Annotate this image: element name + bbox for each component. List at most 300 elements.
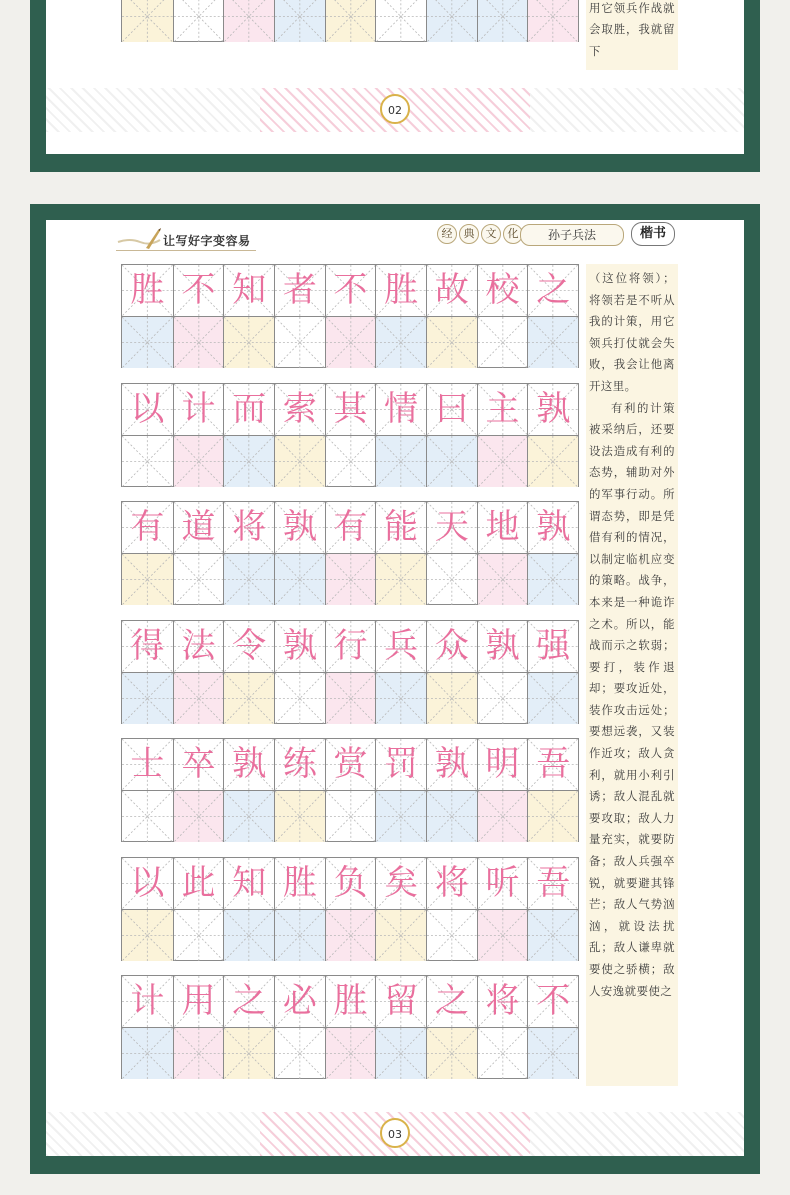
empty-practice-cell[interactable] [274, 317, 325, 368]
practice-character: 之 [232, 981, 267, 1021]
practice-row-chars [122, 621, 578, 672]
page-number-badge: 03 [380, 1118, 410, 1148]
practice-character: 罚 [384, 744, 419, 784]
practice-cell [375, 976, 426, 1027]
mi-grid-guide [528, 673, 578, 724]
practice-character: 之 [434, 981, 469, 1021]
empty-practice-cell[interactable] [325, 910, 376, 961]
empty-practice-cell[interactable] [325, 673, 376, 724]
mi-grid-guide [275, 673, 325, 724]
practice-character: 将 [434, 862, 469, 903]
empty-practice-cell[interactable] [325, 436, 376, 487]
practice-cell [426, 384, 477, 435]
mi-grid-guide [528, 1028, 578, 1079]
practice-character: 计 [130, 981, 165, 1021]
mi-grid-guide [478, 1028, 528, 1079]
empty-practice-cell[interactable] [426, 317, 477, 368]
practice-cell [122, 384, 173, 435]
empty-practice-cell[interactable] [173, 910, 224, 961]
practice-character: 明 [485, 744, 520, 784]
practice-cell [325, 621, 376, 672]
practice-character: 校 [485, 270, 520, 310]
practice-cell [527, 384, 578, 435]
empty-practice-cell[interactable] [274, 791, 325, 842]
practice-cell [223, 502, 274, 553]
empty-practice-cell[interactable] [375, 554, 426, 605]
mi-grid-guide [528, 791, 578, 842]
practice-character: 负 [333, 862, 368, 903]
empty-practice-cell[interactable] [527, 1028, 578, 1079]
practice-cell [375, 265, 426, 316]
empty-practice-cell[interactable] [477, 0, 528, 42]
practice-cell [325, 976, 376, 1027]
practice-character: 吾 [536, 744, 571, 784]
practice-cell [477, 739, 528, 790]
practice-character: 知 [232, 270, 267, 310]
practice-character: 孰 [536, 507, 571, 547]
practice-cell [375, 621, 426, 672]
practice-cell [173, 858, 224, 909]
mi-grid-guide [275, 436, 325, 487]
practice-cell [477, 265, 528, 316]
practice-character: 吾 [536, 862, 571, 903]
empty-practice-cell[interactable] [223, 317, 274, 368]
practice-character: 卒 [181, 744, 216, 784]
empty-practice-cell[interactable] [173, 1028, 224, 1079]
empty-practice-cell[interactable] [173, 554, 224, 605]
practice-character: 胜 [282, 862, 317, 903]
mi-grid-guide [376, 436, 426, 487]
practice-character: 以 [130, 388, 165, 429]
mi-grid-guide [174, 1028, 224, 1079]
mi-grid-guide [376, 1028, 426, 1079]
empty-practice-cell[interactable] [325, 0, 376, 42]
page-frame-03 [30, 204, 760, 1174]
mi-grid-guide [122, 554, 173, 605]
practice-cell [173, 739, 224, 790]
practice-block [121, 264, 579, 368]
empty-practice-cell[interactable] [122, 791, 173, 842]
mi-grid-guide [122, 317, 173, 368]
mi-grid-guide [528, 436, 578, 487]
mi-grid-guide [528, 910, 578, 961]
mi-grid-guide [224, 1028, 274, 1079]
mi-grid-guide [174, 0, 224, 42]
empty-practice-cell[interactable] [426, 436, 477, 487]
practice-cell [325, 502, 376, 553]
empty-practice-cell[interactable] [426, 791, 477, 842]
mi-grid-guide [174, 910, 224, 961]
page-footer-03 [46, 1112, 744, 1156]
practice-cell [426, 976, 477, 1027]
practice-block [121, 620, 579, 724]
practice-character: 胜 [333, 981, 368, 1021]
practice-character: 赏 [333, 744, 368, 784]
mi-grid-guide [427, 436, 477, 487]
empty-practice-cell[interactable] [173, 0, 224, 42]
empty-practice-cell[interactable] [173, 317, 224, 368]
practice-cell [527, 502, 578, 553]
empty-practice-cell[interactable] [527, 436, 578, 487]
empty-practice-cell[interactable] [223, 791, 274, 842]
practice-block [121, 383, 579, 487]
practice-character: 有 [130, 507, 165, 547]
practice-cell [426, 739, 477, 790]
practice-character: 练 [282, 744, 317, 784]
practice-block [121, 501, 579, 605]
practice-row-chars [122, 502, 578, 553]
empty-practice-cell[interactable] [223, 436, 274, 487]
practice-cell [223, 265, 274, 316]
mi-grid-guide [326, 436, 376, 487]
mi-grid-guide [478, 673, 528, 724]
mi-grid-guide [224, 673, 274, 724]
empty-practice-cell[interactable] [375, 910, 426, 961]
mi-grid-guide [275, 317, 325, 368]
empty-practice-cell[interactable] [325, 791, 376, 842]
practice-block [121, 857, 579, 961]
practice-block [121, 738, 579, 842]
practice-cell [274, 502, 325, 553]
mi-grid-guide [478, 791, 528, 842]
empty-practice-cell[interactable] [426, 554, 477, 605]
mi-grid-guide [174, 673, 224, 724]
practice-cell [223, 384, 274, 435]
mi-grid-guide [427, 1028, 477, 1079]
empty-practice-cell[interactable] [527, 317, 578, 368]
practice-character: 其 [333, 388, 368, 429]
mi-grid-guide [376, 910, 426, 961]
mi-grid-guide [224, 910, 274, 961]
empty-practice-cell[interactable] [375, 436, 426, 487]
practice-cell [527, 858, 578, 909]
practice-cell [223, 858, 274, 909]
script-style-badge: 楷书 [631, 222, 675, 246]
mi-grid-guide [427, 910, 477, 961]
practice-character: 行 [333, 625, 368, 666]
page-paper-02 [46, 0, 744, 154]
practice-cell [375, 502, 426, 553]
empty-practice-cell[interactable] [325, 317, 376, 368]
empty-practice-cell[interactable] [223, 0, 274, 42]
side-note-para-1: （这位将领）；将领若是不听从我的计策，用它领兵打仗就会失败，我会让他离开这里。 [589, 271, 675, 393]
empty-practice-cell[interactable] [325, 1028, 376, 1079]
empty-practice-cell[interactable] [274, 0, 325, 42]
empty-practice-cell[interactable] [122, 1028, 173, 1079]
practice-cell [477, 384, 528, 435]
practice-character: 此 [181, 862, 216, 903]
practice-cell [223, 621, 274, 672]
practice-cell [122, 739, 173, 790]
practice-cell [274, 976, 325, 1027]
practice-cell [223, 739, 274, 790]
empty-practice-cell[interactable] [477, 554, 528, 605]
mi-grid-guide [275, 554, 325, 605]
empty-practice-cell[interactable] [477, 317, 528, 368]
practice-row-chars [122, 739, 578, 790]
empty-practice-cell[interactable] [375, 317, 426, 368]
mi-grid-guide [275, 910, 325, 961]
mi-grid-guide [326, 791, 376, 842]
empty-practice-cell[interactable] [274, 673, 325, 724]
mi-grid-guide [427, 791, 477, 842]
mi-grid-guide [478, 0, 528, 42]
empty-practice-cell[interactable] [274, 554, 325, 605]
mi-grid-guide [174, 791, 224, 842]
practice-cell [426, 265, 477, 316]
practice-character: 矣 [384, 862, 419, 903]
practice-cell [325, 265, 376, 316]
classic-culture-char: 化 [503, 224, 523, 244]
empty-practice-cell[interactable] [426, 1028, 477, 1079]
mi-grid-guide [326, 1028, 376, 1079]
practice-cell [375, 739, 426, 790]
practice-character: 孰 [434, 744, 469, 784]
empty-practice-cell[interactable] [223, 910, 274, 961]
mi-grid-guide [376, 317, 426, 368]
empty-practice-cell[interactable] [122, 317, 173, 368]
practice-character: 孰 [536, 388, 571, 429]
mi-grid-guide [122, 436, 173, 487]
practice-character: 将 [232, 507, 267, 547]
practice-character: 不 [536, 981, 571, 1021]
empty-practice-cell[interactable] [477, 436, 528, 487]
empty-practice-cell[interactable] [527, 791, 578, 842]
practice-cell [274, 384, 325, 435]
practice-character: 孰 [485, 625, 520, 666]
empty-practice-cell[interactable] [477, 1028, 528, 1079]
mi-grid-guide [224, 554, 274, 605]
practice-character: 不 [333, 270, 368, 310]
practice-character: 必 [282, 981, 317, 1021]
practice-cell [173, 384, 224, 435]
mi-grid-guide [174, 554, 224, 605]
practice-character: 之 [536, 270, 571, 310]
practice-character: 知 [232, 862, 267, 903]
classic-culture-char: 文 [481, 224, 501, 244]
empty-practice-cell[interactable] [375, 0, 426, 42]
practice-cell [274, 621, 325, 672]
mi-grid-guide [326, 673, 376, 724]
mi-grid-guide [122, 673, 173, 724]
practice-row-chars [122, 265, 578, 316]
practice-cell [325, 384, 376, 435]
practice-character: 法 [181, 625, 216, 666]
practice-cell [325, 858, 376, 909]
practice-character: 得 [130, 625, 165, 666]
practice-cell [122, 621, 173, 672]
mi-grid-guide [478, 436, 528, 487]
mi-grid-guide [376, 673, 426, 724]
mi-grid-guide [275, 1028, 325, 1079]
empty-practice-cell[interactable] [527, 910, 578, 961]
empty-practice-cell[interactable] [122, 0, 173, 42]
page-paper-03 [46, 220, 744, 1156]
practice-cell [122, 502, 173, 553]
practice-cell [426, 502, 477, 553]
practice-character: 情 [384, 388, 419, 429]
mi-grid-guide [478, 317, 528, 368]
mi-grid-guide [224, 436, 274, 487]
practice-character: 留 [384, 981, 419, 1021]
side-note-text: 用它领兵作战就会取胜，我就留下 [589, 0, 675, 58]
practice-cell [527, 739, 578, 790]
empty-practice-cell[interactable] [477, 791, 528, 842]
practice-character: 孰 [282, 507, 317, 547]
practice-character: 兵 [384, 625, 419, 666]
practice-cell [173, 502, 224, 553]
practice-character: 孰 [232, 744, 267, 784]
classic-culture-label [437, 224, 523, 246]
practice-row-empty [122, 672, 578, 724]
practice-cell [527, 976, 578, 1027]
practice-character: 孰 [282, 625, 317, 666]
practice-cell [527, 265, 578, 316]
page-frame-02 [30, 0, 760, 172]
empty-practice-cell[interactable] [325, 554, 376, 605]
page-footer-02 [46, 88, 744, 132]
practice-character: 用 [181, 981, 216, 1021]
practice-cell [426, 621, 477, 672]
mi-grid-guide [275, 0, 325, 42]
book-title-pill: 孙子兵法 [520, 224, 624, 246]
practice-row-empty [122, 1027, 578, 1079]
page-header [46, 220, 744, 260]
mi-grid-guide [122, 0, 173, 42]
practice-cell [223, 976, 274, 1027]
empty-practice-cell[interactable] [527, 673, 578, 724]
mi-grid-guide [528, 0, 578, 42]
mi-grid-guide [478, 910, 528, 961]
practice-character: 索 [282, 388, 317, 429]
practice-character: 不 [181, 270, 216, 310]
practice-character: 能 [384, 507, 419, 547]
practice-character: 令 [232, 625, 267, 666]
practice-character: 道 [181, 507, 216, 547]
practice-character: 故 [434, 270, 469, 310]
mi-grid-guide [224, 317, 274, 368]
practice-cell [477, 858, 528, 909]
mi-grid-guide [427, 0, 477, 42]
practice-row-chars [122, 976, 578, 1027]
practice-character: 天 [434, 507, 469, 547]
empty-practice-cell[interactable] [274, 910, 325, 961]
mi-grid-guide [528, 317, 578, 368]
empty-practice-cell[interactable] [173, 673, 224, 724]
practice-cell [375, 858, 426, 909]
empty-practice-cell[interactable] [173, 436, 224, 487]
empty-practice-cell[interactable] [223, 673, 274, 724]
practice-block [121, 975, 579, 1079]
practice-row-empty [122, 316, 578, 368]
empty-practice-cell[interactable] [173, 791, 224, 842]
mi-grid-guide [326, 0, 376, 42]
practice-character: 胜 [384, 270, 419, 310]
header-slogan: 让写好字变容易 [163, 234, 251, 248]
practice-cell [325, 739, 376, 790]
mi-grid-guide [376, 791, 426, 842]
practice-character: 胜 [130, 270, 165, 310]
practice-character: 计 [181, 388, 216, 429]
empty-practice-cell[interactable] [122, 910, 173, 961]
practice-cell [173, 621, 224, 672]
practice-cell [173, 976, 224, 1027]
practice-row-chars [122, 384, 578, 435]
practice-row-chars [122, 858, 578, 909]
practice-cell [426, 858, 477, 909]
practice-row-empty [122, 0, 578, 42]
mi-grid-guide [427, 554, 477, 605]
mi-grid-guide [122, 1028, 173, 1079]
practice-cell [122, 976, 173, 1027]
mi-grid-guide [528, 554, 578, 605]
empty-practice-cell[interactable] [274, 436, 325, 487]
practice-block-top-partial [121, 0, 579, 42]
practice-cell [173, 265, 224, 316]
empty-practice-cell[interactable] [375, 1028, 426, 1079]
practice-character: 地 [485, 507, 520, 547]
empty-practice-cell[interactable] [477, 673, 528, 724]
practice-cell [527, 621, 578, 672]
empty-practice-cell[interactable] [426, 0, 477, 42]
practice-cell [375, 384, 426, 435]
empty-practice-cell[interactable] [477, 910, 528, 961]
mi-grid-guide [326, 910, 376, 961]
empty-practice-cell[interactable] [426, 673, 477, 724]
page-number-badge: 02 [380, 94, 410, 124]
classic-culture-char: 经 [437, 224, 457, 244]
practice-cell [477, 502, 528, 553]
practice-character: 主 [485, 388, 520, 429]
practice-cell [122, 265, 173, 316]
empty-practice-cell[interactable] [375, 673, 426, 724]
mi-grid-guide [478, 554, 528, 605]
mi-grid-guide [224, 0, 274, 42]
empty-practice-cell[interactable] [274, 1028, 325, 1079]
mi-grid-guide [326, 317, 376, 368]
practice-character: 以 [130, 862, 165, 903]
practice-row-empty [122, 435, 578, 487]
practice-character: 听 [485, 862, 520, 903]
mi-grid-guide [376, 554, 426, 605]
side-note-para-2: 有利的计策被采纳后，还要设法造成有利的态势，辅助对外的军事行动。所谓态势，即是凭借有利的情况，以制定临机应变的策略。战争，本来是一种诡诈之术。所以，能战而示之软弱；要打，装作退却；要攻近处，装作攻击远处；要想远袭，又装作近攻；敌人贪利，就用小利引诱；敌人混乱就要攻取；敌人力量充实，就要防备；敌人兵强卒锐，就要避其锋芒；敌人气势汹汹，就设法扰乱；敌人谦卑就要使之骄横；敌人安逸就要使之 [589, 400, 675, 998]
practice-row-empty [122, 909, 578, 961]
practice-character: 而 [232, 388, 267, 429]
practice-cell [122, 858, 173, 909]
mi-grid-guide [174, 436, 224, 487]
empty-practice-cell[interactable] [223, 554, 274, 605]
mi-grid-guide [427, 317, 477, 368]
empty-practice-cell[interactable] [122, 554, 173, 605]
empty-practice-cell[interactable] [426, 910, 477, 961]
empty-practice-cell[interactable] [527, 554, 578, 605]
side-note-02 [586, 0, 678, 70]
empty-practice-cell[interactable] [122, 436, 173, 487]
empty-practice-cell[interactable] [527, 0, 578, 42]
practice-character: 曰 [434, 388, 469, 429]
practice-cell [477, 976, 528, 1027]
brush-pen-icon [116, 228, 162, 250]
classic-culture-char: 典 [459, 224, 479, 244]
practice-cell [477, 621, 528, 672]
empty-practice-cell[interactable] [223, 1028, 274, 1079]
practice-character: 者 [282, 270, 317, 310]
empty-practice-cell[interactable] [375, 791, 426, 842]
empty-practice-cell[interactable] [122, 673, 173, 724]
mi-grid-guide [427, 673, 477, 724]
practice-character: 众 [434, 625, 469, 666]
mi-grid-guide [122, 791, 173, 842]
